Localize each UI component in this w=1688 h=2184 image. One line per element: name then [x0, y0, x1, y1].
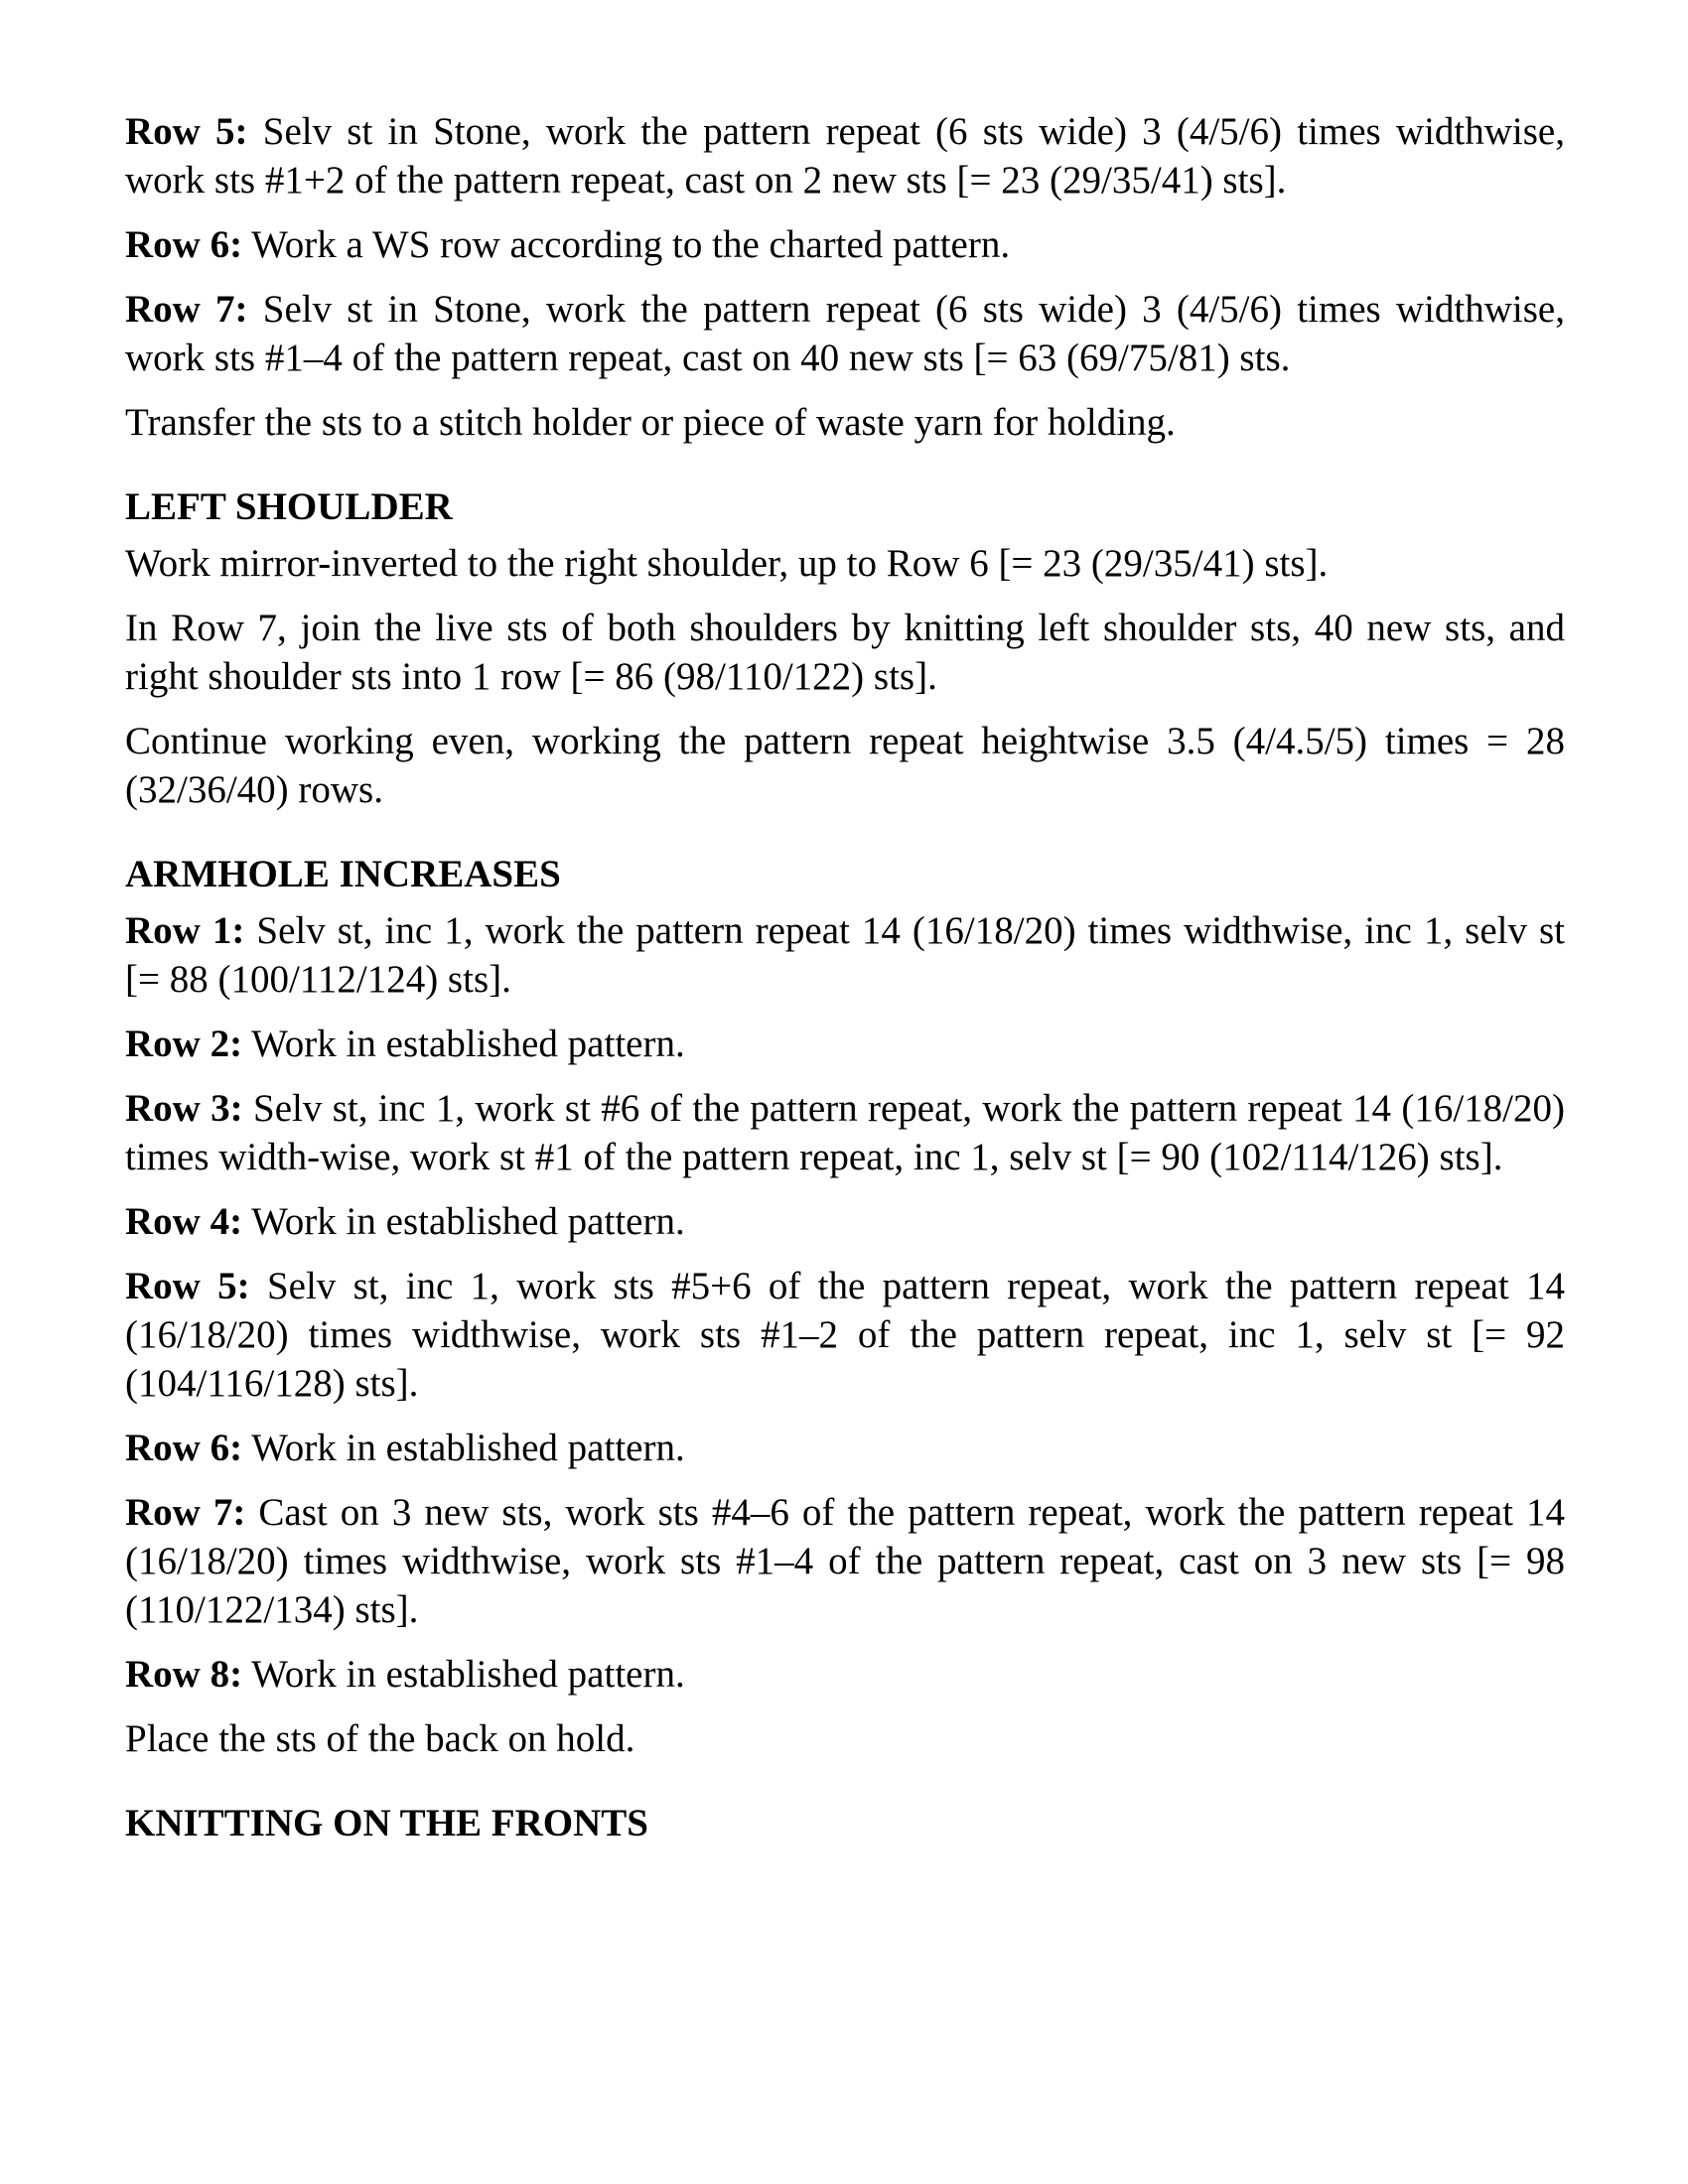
- row-text: Selv st, inc 1, work st #6 of the pattern repeat, work the pattern repeat 14 (16/18/20) times width-wise, work st #1 of the pattern repeat, inc 1, selv st [= 90 (102/114/126) sts].: [125, 1087, 1566, 1178]
- row-label: Row 7:: [125, 288, 248, 331]
- paragraph-text: In Row 7, join the live sts of both shoulders by knitting left shoulder sts, 40 new sts, and right shoulder sts into 1 row [= 86 (98/110/122) sts].: [125, 607, 1565, 698]
- instruction-continue: [125, 717, 1565, 814]
- instruction-transfer: [125, 398, 1565, 447]
- paragraph-text: Transfer the sts to a stitch holder or piece of waste yarn for holding.: [125, 401, 1176, 444]
- armhole-row-2: [125, 1020, 1565, 1068]
- armhole-row-4: [125, 1197, 1565, 1246]
- paragraph-text: Place the sts of the back on hold.: [125, 1717, 635, 1760]
- instruction-row-5: [125, 107, 1565, 205]
- instruction-join: [125, 604, 1565, 701]
- armhole-row-7: [125, 1488, 1565, 1634]
- row-label: Row 8:: [125, 1653, 243, 1696]
- row-text: Work in established pattern.: [251, 1653, 685, 1696]
- instruction-row-7: [125, 285, 1565, 382]
- row-text: Work in established pattern.: [251, 1023, 685, 1065]
- heading-left-shoulder: LEFT SHOULDER: [125, 485, 453, 528]
- row-text: Work in established pattern.: [251, 1427, 685, 1469]
- row-text: Work a WS row according to the charted pattern.: [251, 223, 1011, 266]
- row-label: Row 6:: [125, 223, 243, 266]
- paragraph-text: Work mirror-inverted to the right shoulder, up to Row 6 [= 23 (29/35/41) sts].: [125, 542, 1329, 585]
- armhole-row-5: [125, 1262, 1565, 1408]
- armhole-row-8: [125, 1650, 1565, 1699]
- armhole-row-1: [125, 906, 1565, 1004]
- paragraph-text: Continue working even, working the pattern repeat heightwise 3.5 (4/4.5/5) times = 28 (32/36/40) rows.: [125, 720, 1565, 811]
- heading-knitting-on-fronts: KNITTING ON THE FRONTS: [125, 1802, 648, 1844]
- row-text: Work in established pattern.: [251, 1200, 685, 1243]
- row-label: Row 5:: [125, 110, 248, 153]
- row-text: Selv st in Stone, work the pattern repeat (6 sts wide) 3 (4/5/6) times widthwise, work sts #1+2 of the pattern repeat, cast on 2 new sts [= 23 (29/35/41) sts].: [125, 110, 1565, 202]
- row-label: Row 1:: [125, 909, 245, 952]
- row-label: Row 5:: [125, 1265, 250, 1307]
- row-label: Row 6:: [125, 1427, 243, 1469]
- armhole-row-3: [125, 1084, 1565, 1181]
- row-label: Row 4:: [125, 1200, 243, 1243]
- document-page: [125, 107, 1565, 1855]
- instruction-mirror: [125, 539, 1565, 588]
- row-text: Selv st, inc 1, work sts #5+6 of the pattern repeat, work the pattern repeat 14 (16/18/20) times widthwise, work sts #1–2 of the pattern repeat, inc 1, selv st [= 92 (104/116/128) sts].: [125, 1265, 1566, 1405]
- heading-armhole-increases: ARMHOLE INCREASES: [125, 853, 561, 895]
- row-text: Selv st, inc 1, work the pattern repeat 14 (16/18/20) times widthwise, inc 1, selv st [= 88 (100/112/124) sts].: [125, 909, 1565, 1001]
- row-label: Row 7:: [125, 1491, 246, 1534]
- armhole-row-6: [125, 1424, 1565, 1472]
- instruction-place-on-hold: [125, 1714, 1565, 1763]
- row-text: Selv st in Stone, work the pattern repeat (6 sts wide) 3 (4/5/6) times widthwise, work sts #1–4 of the pattern repeat, cast on 40 new sts [= 63 (69/75/81) sts.: [125, 288, 1565, 379]
- row-label: Row 3:: [125, 1087, 243, 1130]
- row-label: Row 2:: [125, 1023, 243, 1065]
- instruction-row-6: [125, 220, 1565, 269]
- row-text: Cast on 3 new sts, work sts #4–6 of the pattern repeat, work the pattern repeat 14 (16/18/20) times widthwise, work sts #1–4 of the pattern repeat, cast on 3 new sts [= 98 (110/122/134) sts].: [125, 1491, 1565, 1631]
